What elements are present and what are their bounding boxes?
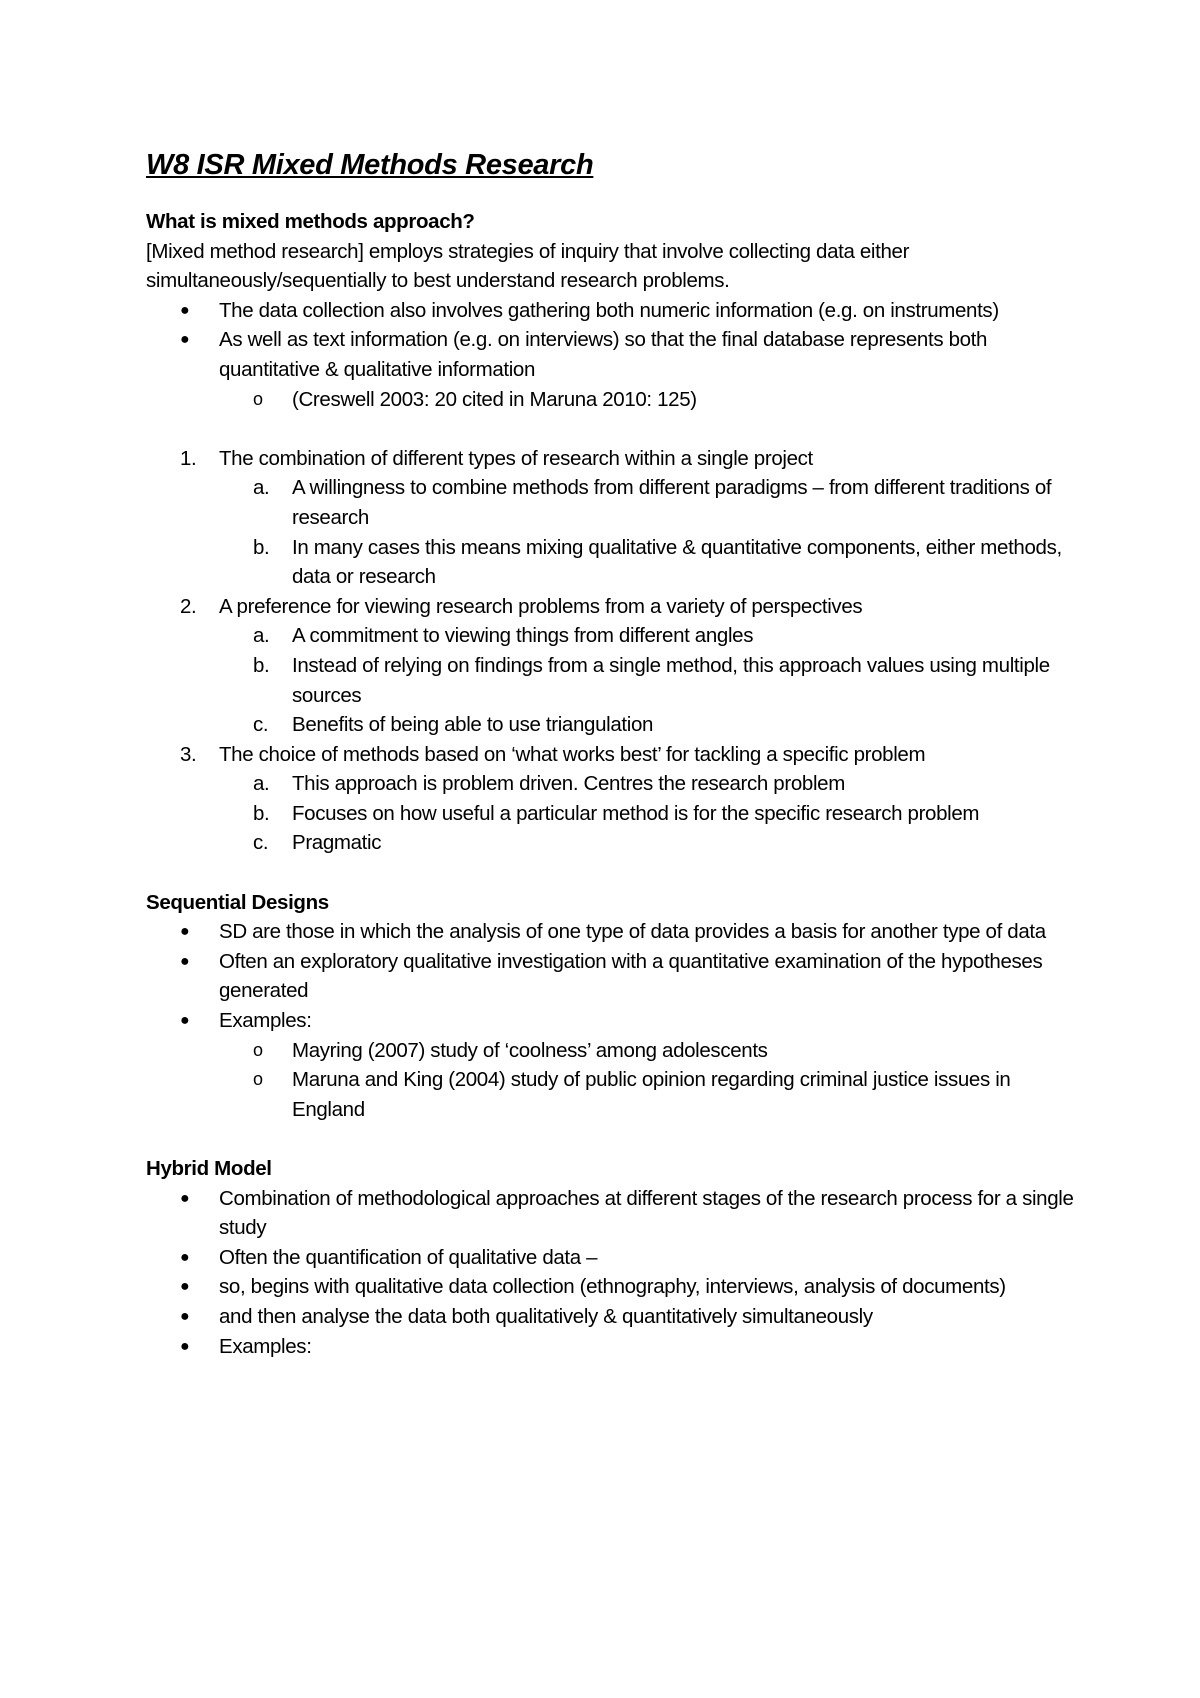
list-letter: a. [253,476,270,500]
circle-bullet-icon: o [253,1039,263,1060]
list-item [146,385,1076,415]
list-letter: c. [253,831,269,855]
list-item: c. Benefits of being able to use triangulation [146,710,1076,740]
list-letter: b. [253,653,270,677]
list-item: ● SD are those in which the analysis of one type of data provides a basis for another type of data [146,917,1076,947]
numbered-list [146,444,1076,858]
list-letter: b. [253,535,270,559]
list-item: ● Examples: [146,1006,1076,1036]
list-item: o Maruna and King (2004) study of public opinion regarding criminal justice issues in England [146,1065,1076,1124]
list-number: 3. [180,742,197,766]
list-item: ● As well as text information (e.g. on interviews) so that the final database represents both quantitative & qualitative information [146,325,1076,384]
list-item: ● Examples: [146,1332,1076,1362]
bullet-list [146,1184,1076,1362]
page-title: W8 ISR Mixed Methods Research [146,149,594,181]
bullet-icon: ● [180,301,190,319]
citation: (Creswell 2003: 20 cited in Maruna 2010: 125) [292,387,697,411]
bullet-icon: ● [180,1278,190,1296]
bullet-list [146,917,1076,1124]
bullet-icon: ● [180,331,190,349]
list-item: ● so, begins with qualitative data collection (ethnography, interviews, analysis of documents) [146,1272,1076,1302]
bullet-icon: ● [180,1337,190,1355]
spacer [146,858,1076,888]
bullet-icon: ● [180,952,190,970]
list-item: ● and then analyse the data both qualitatively & quantitatively simultaneously [146,1302,1076,1332]
intro-paragraph: [Mixed method research] employs strategies of inquiry that involve collecting data either simultaneously/sequentially to best understand research problems. [146,239,910,293]
bullet-icon: ● [180,1189,190,1207]
list-item: 1. The combination of different types of research within a single project [146,444,1076,474]
bullet-icon: ● [180,1307,190,1325]
list-item: b. Instead of relying on findings from a single method, this approach values using multiple sources [146,651,1076,710]
list-item: ● The data collection also involves gathering both numeric information (e.g. on instruments) [146,296,1076,326]
list-item: b. Focuses on how useful a particular method is for the specific research problem [146,799,1076,829]
spacer [146,1124,1076,1154]
list-number: 2. [180,594,197,618]
list-number: 1. [180,446,197,470]
spacer [146,414,1076,444]
bullet-icon: ● [180,1012,190,1030]
list-item: ● Often the quantification of qualitative data – [146,1243,1076,1273]
list-letter: b. [253,801,270,825]
section-heading-hybrid-model: Hybrid Model [146,1157,272,1180]
list-item: o Mayring (2007) study of ‘coolness’ among adolescents [146,1036,1076,1066]
list-item: 3. The choice of methods based on ‘what works best’ for tackling a specific problem [146,740,1076,770]
section-heading-mixed-methods: What is mixed methods approach? [146,210,475,233]
list-letter: a. [253,772,270,796]
list-letter: c. [253,713,269,737]
bullet-list [146,296,1076,414]
section-heading-sequential-designs: Sequential Designs [146,890,329,914]
document-body [146,147,1076,1361]
list-item: c. Pragmatic [146,828,1076,858]
bullet-icon: ● [180,1248,190,1266]
list-item: ● Often an exploratory qualitative investigation with a quantitative examination of the hypotheses generated [146,947,1076,1006]
circle-bullet-icon: o [253,1069,263,1090]
circle-bullet-icon: o [253,388,263,409]
list-item: a. This approach is problem driven. Centres the research problem [146,769,1076,799]
list-item: a. A willingness to combine methods from different paradigms – from different traditions of research [146,473,1076,532]
list-letter: a. [253,624,270,648]
list-item: a. A commitment to viewing things from different angles [146,621,1076,651]
list-item: 2. A preference for viewing research problems from a variety of perspectives [146,592,1076,622]
bullet-icon: ● [180,923,190,941]
list-item: ● Combination of methodological approaches at different stages of the research process for a single study [146,1184,1076,1243]
list-item: b. In many cases this means mixing qualitative & quantitative components, either methods, data or research [146,533,1076,592]
